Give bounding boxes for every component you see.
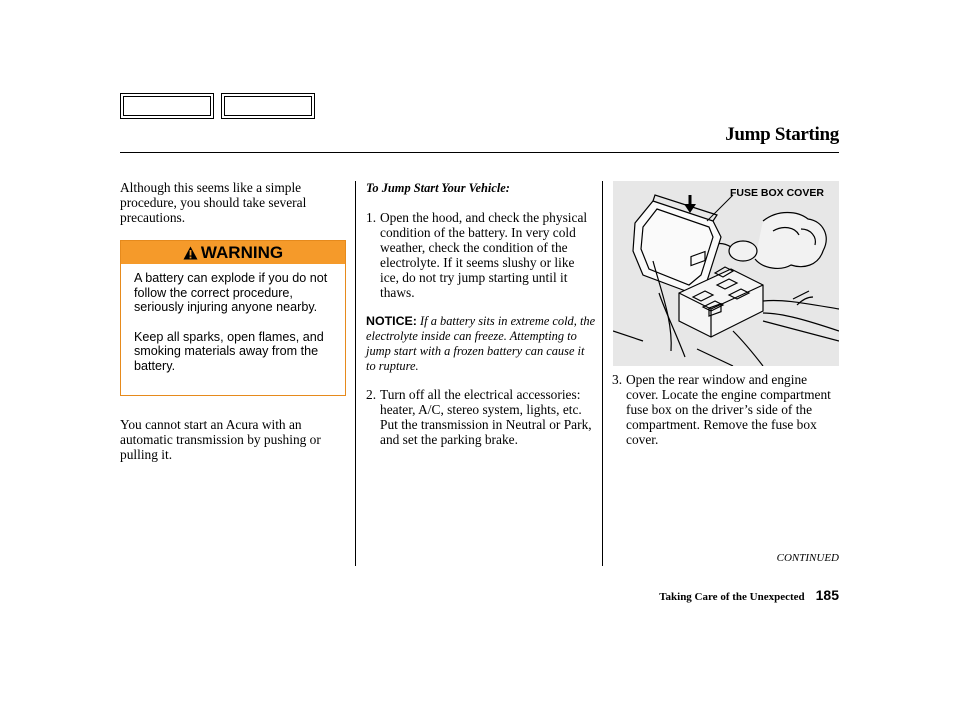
notice-text: If a battery sits in extreme cold, the electrolyte inside can freeze. Attempting to jump start with a frozen battery can cause it to rupture. [366,314,596,373]
page-title: Jump Starting [725,124,839,145]
transmission-note: You cannot start an Acura with an automatic transmission by pushing or pulling it. [120,417,321,462]
intro-paragraph: Although this seems like a simple procedure, you should take several precautions. [120,180,307,225]
step-1 [366,211,596,300]
page-number: 185 [815,587,839,603]
step-2 [366,388,596,448]
step-3-text: Open the rear window and engine cover. Locate the engine compartment fuse box on the driver’s side of the compartment. Remove the fuse box cover. [626,372,831,447]
step-1-text: Open the hood, and check the physical condition of the battery. In very cold weather, check the condition of the electrolyte. If it seems slushy or like ice, do not try jump starting until it thaws. [380,210,588,300]
step-1-number: 1. [366,210,377,225]
warning-label: WARNING [200,242,284,262]
column-divider-1 [355,181,356,566]
nav-tab-1[interactable] [120,93,214,119]
footer-section: Taking Care of the Unexpected [659,591,805,603]
nav-tab-2[interactable] [221,93,315,119]
warning-header [121,241,345,264]
warning-text-2: Keep all sparks, open flames, and smoking materials away from the battery. [134,329,324,373]
step-3-number: 3. [612,372,623,387]
engine-fuse-box-drawing [613,181,839,366]
column-divider-2 [602,181,603,566]
step-3 [612,373,838,448]
fuse-box-illustration [613,181,839,366]
notice-paragraph [366,314,596,374]
step-2-number: 2. [366,387,377,402]
procedure-heading: To Jump Start Your Vehicle: [366,181,510,195]
warning-triangle-icon [183,246,198,260]
header-rule [120,152,839,153]
warning-text-1: A battery can explode if you do not follow the correct procedure, seriously injuring anyone nearby. [134,271,328,315]
page-footer [659,587,839,603]
warning-box [120,240,346,396]
step-2-text: Turn off all the electrical accessories: heater, A/C, stereo system, lights, etc. Put the transmission in Neutral or Park, and set the parking brake. [380,387,592,447]
notice-label: NOTICE: [366,314,417,328]
figure-label: FUSE BOX COVER [730,187,824,199]
continued-label: CONTINUED [776,552,839,564]
